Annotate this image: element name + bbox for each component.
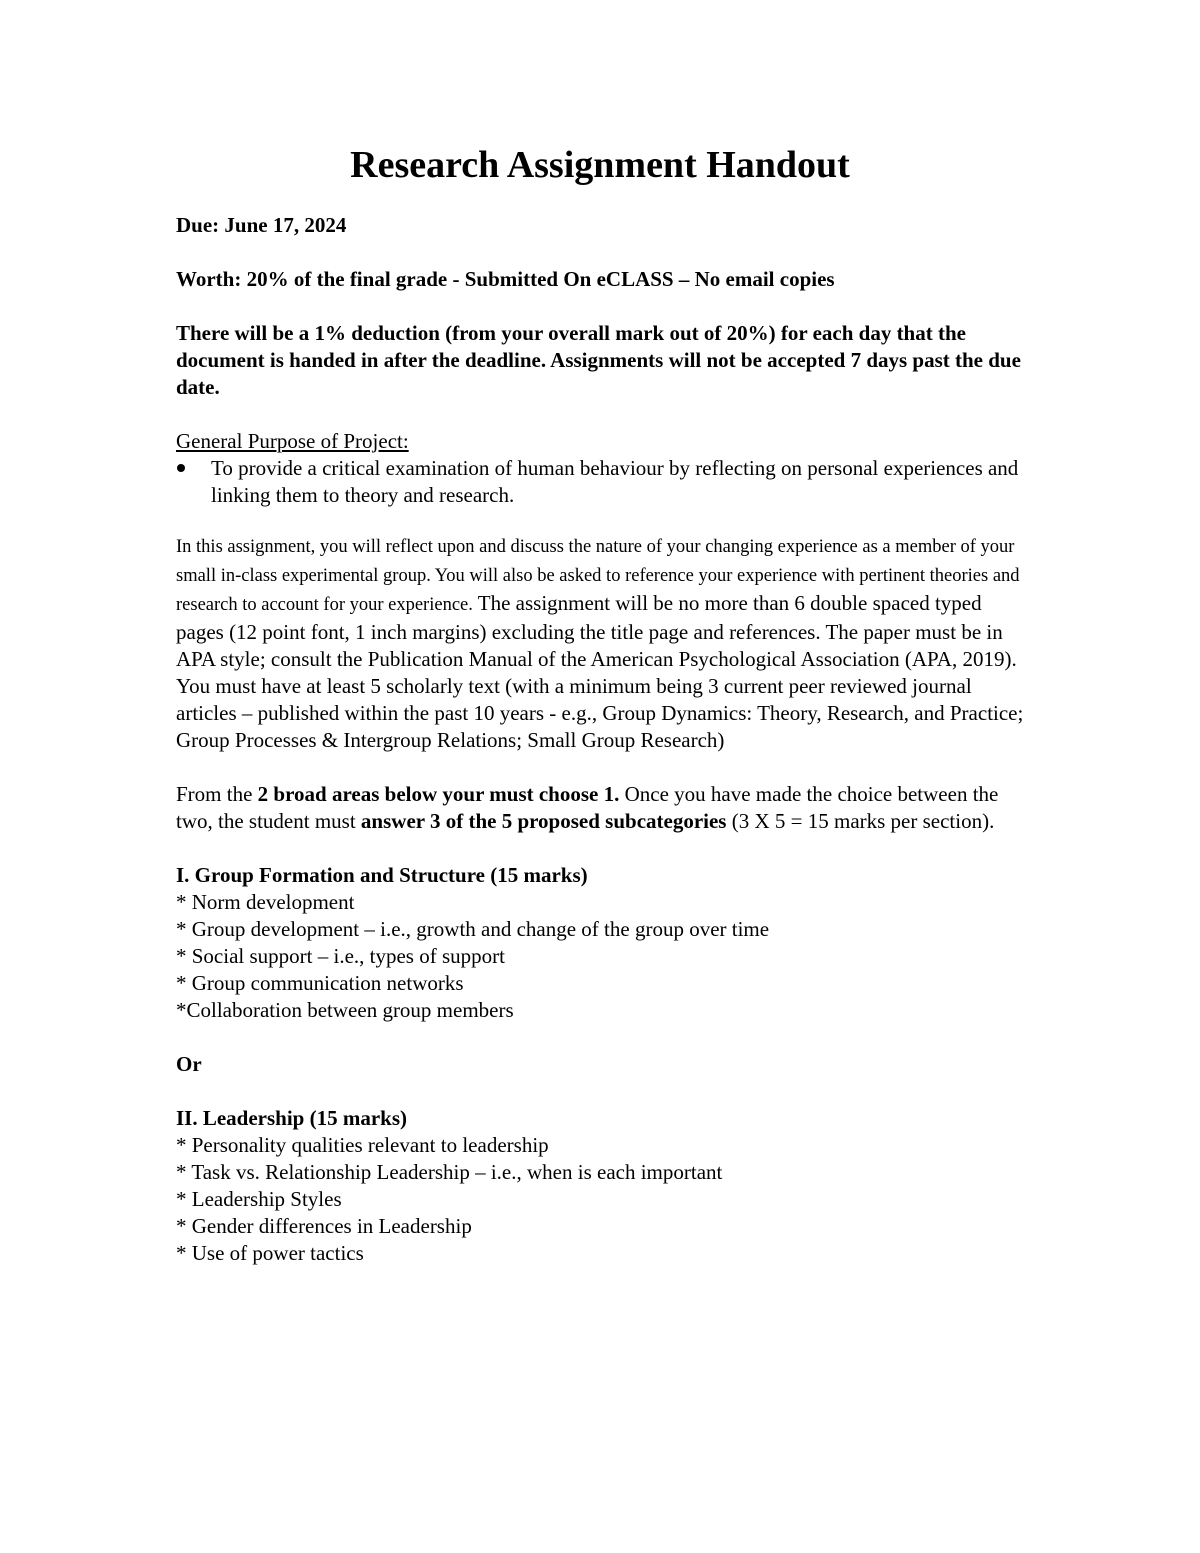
late-policy: There will be a 1% deduction (from your overall mark out of 20%) for each day that the document is handed in after the deadline. Assignments will not be accepted 7 days past the due date. [176,321,1021,399]
list-item: * Use of power tactics [176,1241,364,1265]
list-item: * Group development – i.e., growth and change of the group over time [176,917,770,941]
document-title: Research Assignment Handout [350,144,850,186]
section-1-list [176,889,1026,1024]
list-item: * Social support – i.e., types of support [176,944,505,968]
choice-text-1: From the [176,782,258,806]
list-item: *Collaboration between group members [176,998,514,1022]
bullet-icon [177,464,185,472]
description-small-text: In this assignment, you will reflect upon and discuss the nature of your changing experience as a member of your small in-class experimental group. You will also be asked to reference your experience with pertinent theories and research to account for your experience. [176,537,1020,615]
or-separator: Or [176,1052,202,1076]
list-item: * Task vs. Relationship Leadership – i.e., when is each important [176,1160,723,1184]
choice-text-3: (3 X 5 = 15 marks per section). [726,809,995,833]
list-item: * Personality qualities relevant to leadership [176,1133,549,1157]
purpose-bullet-item [176,455,1026,509]
document-body [176,212,1026,1267]
section-1-heading: I. Group Formation and Structure (15 marks) [176,863,588,887]
due-date: Due: June 17, 2024 [176,213,347,237]
assignment-description [176,532,1026,754]
choice-bold-1: 2 broad areas below your must choose 1. [257,782,620,806]
purpose-heading: General Purpose of Project: [176,429,409,453]
list-item: * Leadership Styles [176,1187,342,1211]
choice-text-2: Once you have made the choice between the two, the student must [176,782,999,833]
list-item: * Gender differences in Leadership [176,1214,472,1238]
section-2-list [176,1132,1026,1267]
worth-line: Worth: 20% of the final grade - Submitted On eCLASS – No email copies [176,267,835,291]
choice-bold-2: answer 3 of the 5 proposed subcategories [360,809,727,833]
description-large-text: The assignment will be no more than 6 double spaced typed pages (12 point font, 1 inch margins) excluding the title page and references. The paper must be in APA style; consult the Publication Manual of the American Psychological Association (APA, 2019). You must have at least 5 scholarly text (with a minimum being 3 current peer reviewed journal articles – published within the past 10 years - e.g., Group Dynamics: Theory, Research, and Practice; Group Processes & Intergroup Relations; Small Group Research) [176,591,1024,752]
section-2-heading: II. Leadership (15 marks) [176,1106,408,1130]
list-item: * Norm development [176,890,355,914]
choice-instructions [176,781,1026,835]
list-item: * Group communication networks [176,971,464,995]
purpose-bullet-text: To provide a critical examination of human behaviour by reflecting on personal experiences and linking them to theory and research. [211,456,1019,507]
